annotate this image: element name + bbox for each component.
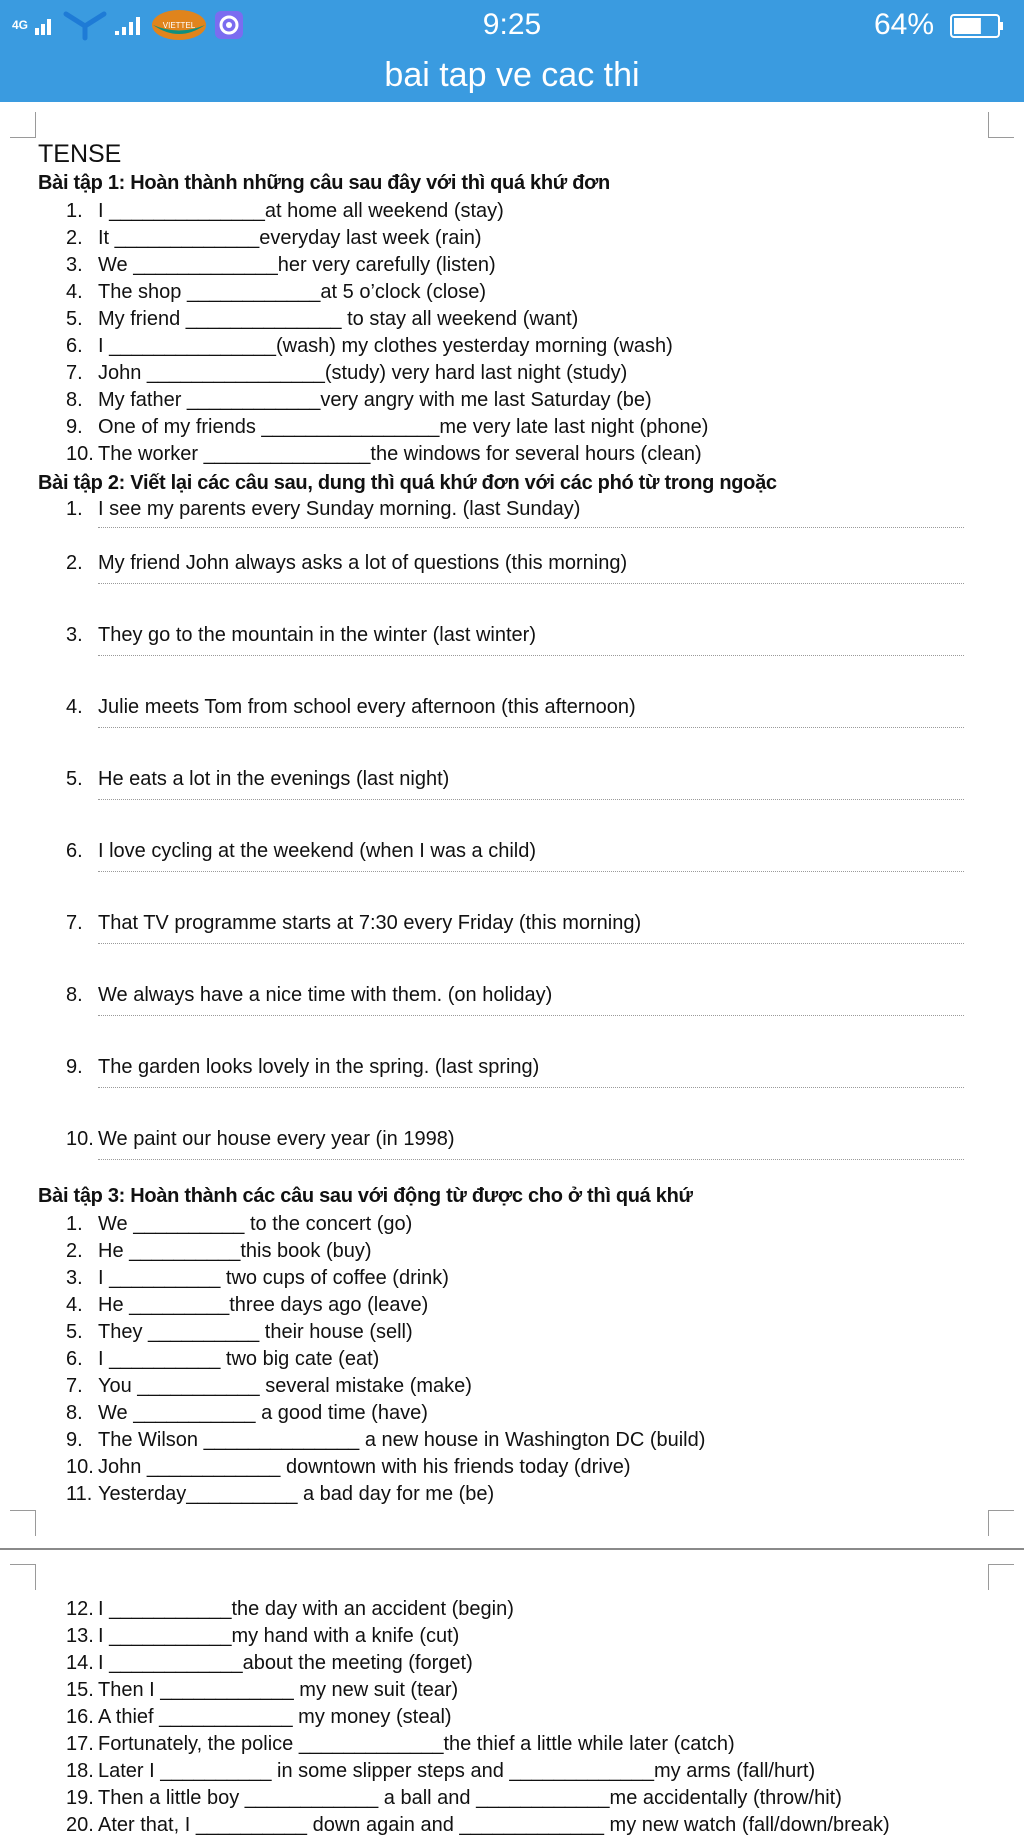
exercise-2-list bbox=[66, 498, 641, 1182]
list-item: 5. He eats a lot in the evenings (last night) bbox=[66, 768, 641, 840]
answer-line bbox=[98, 654, 964, 656]
page-divider bbox=[0, 1548, 1024, 1550]
list-item: 8. My father ____________very angry with me last Saturday (be) bbox=[66, 389, 652, 411]
answer-line bbox=[98, 726, 964, 728]
exercise-1-list bbox=[66, 198, 708, 468]
list-item: 17. Fortunately, the police _____________the thief a little while later (catch) bbox=[66, 1733, 735, 1755]
list-item: 4. The shop ____________at 5 o’clock (close) bbox=[66, 281, 487, 303]
list-item: 20. Ater that, I __________ down again and _____________ my new watch (fall/down/break) bbox=[66, 1814, 890, 1836]
list-item: 7. That TV programme starts at 7:30 every Friday (this morning) bbox=[66, 912, 641, 984]
list-item: 6. I __________ two big cate (eat) bbox=[66, 1348, 380, 1370]
battery-level-fill bbox=[954, 18, 981, 34]
answer-line bbox=[98, 526, 964, 528]
list-item: 6. I love cycling at the weekend (when I was a child) bbox=[66, 840, 641, 912]
document-title: TENSE bbox=[38, 140, 122, 168]
list-item: 11. Yesterday__________ a bad day for me (be) bbox=[66, 1483, 495, 1505]
exercise-3-list bbox=[66, 1211, 705, 1508]
exercise-2-heading: Bài tập 2: Viết lại các câu sau, dung thì quá khứ đơn với các phó từ trong ngoặc bbox=[38, 472, 777, 494]
answer-line bbox=[98, 1158, 964, 1160]
answer-line bbox=[98, 1014, 964, 1016]
list-item: 5. My friend ______________ to stay all weekend (want) bbox=[66, 308, 579, 330]
battery-percentage: 64% bbox=[873, 8, 934, 41]
list-item: 1. I ______________at home all weekend (stay) bbox=[66, 200, 504, 222]
list-item: 3. They go to the mountain in the winter (last winter) bbox=[66, 624, 641, 696]
list-item: 1. We __________ to the concert (go) bbox=[66, 1213, 413, 1235]
list-item: 3. I __________ two cups of coffee (drink) bbox=[66, 1267, 449, 1289]
list-item: 6. I _______________(wash) my clothes yesterday morning (wash) bbox=[66, 335, 673, 357]
answer-line bbox=[98, 942, 964, 944]
list-item: 9. One of my friends ________________me very late last night (phone) bbox=[66, 416, 709, 438]
page-corner-mark bbox=[10, 112, 36, 138]
list-item: 10. The worker _______________the windows for several hours (clean) bbox=[66, 443, 702, 465]
battery-icon bbox=[950, 14, 1004, 38]
page-corner-mark bbox=[10, 1510, 36, 1536]
clock: 9:25 bbox=[482, 8, 542, 41]
list-item: 4. Julie meets Tom from school every afternoon (this afternoon) bbox=[66, 696, 641, 768]
list-item: 9. The garden looks lovely in the spring. (last spring) bbox=[66, 1056, 641, 1128]
page-corner-mark bbox=[10, 1564, 36, 1590]
page-corner-mark bbox=[988, 1564, 1014, 1590]
svg-text:VIETTEL: VIETTEL bbox=[162, 21, 196, 30]
document-viewer[interactable] bbox=[0, 102, 1024, 1836]
list-item: 12. I ___________the day with an accident (begin) bbox=[66, 1598, 514, 1620]
list-item: 8. We always have a nice time with them. (on holiday) bbox=[66, 984, 641, 1056]
exercise-1-heading: Bài tập 1: Hoàn thành những câu sau đây với thì quá khứ đơn bbox=[38, 172, 610, 194]
answer-line bbox=[98, 1086, 964, 1088]
list-item: 4. He _________three days ago (leave) bbox=[66, 1294, 429, 1316]
list-item: 19. Then a little boy ____________ a ball and ____________me accidentally (throw/hit) bbox=[66, 1787, 842, 1809]
list-item: 14. I ____________about the meeting (forget) bbox=[66, 1652, 473, 1674]
list-item: 2. He __________this book (buy) bbox=[66, 1240, 372, 1262]
answer-line bbox=[98, 582, 964, 584]
answer-line bbox=[98, 798, 964, 800]
list-item: 2. It _____________everyday last week (rain) bbox=[66, 227, 482, 249]
list-item: 10. John ____________ downtown with his friends today (drive) bbox=[66, 1456, 631, 1478]
page-corner-mark bbox=[988, 112, 1014, 138]
list-item: 7. You ___________ several mistake (make) bbox=[66, 1375, 472, 1397]
list-item: 16. A thief ____________ my money (steal) bbox=[66, 1706, 452, 1728]
list-item: 13. I ___________my hand with a knife (cut) bbox=[66, 1625, 460, 1647]
list-item: 7. John ________________(study) very hard last night (study) bbox=[66, 362, 628, 384]
list-item: 8. We ___________ a good time (have) bbox=[66, 1402, 428, 1424]
answer-line bbox=[98, 870, 964, 872]
status-bar bbox=[0, 0, 1024, 48]
list-item: 2. My friend John always asks a lot of questions (this morning) bbox=[66, 552, 641, 624]
list-item: 5. They __________ their house (sell) bbox=[66, 1321, 413, 1343]
list-item: 15. Then I ____________ my new suit (tear) bbox=[66, 1679, 459, 1701]
network-type: 4G bbox=[12, 18, 29, 32]
exercise-3-list-continued bbox=[66, 1596, 890, 1839]
list-item: 18. Later I __________ in some slipper steps and _____________my arms (fall/hurt) bbox=[66, 1760, 816, 1782]
list-item: 3. We _____________her very carefully (listen) bbox=[66, 254, 496, 276]
page-corner-mark bbox=[988, 1510, 1014, 1536]
list-item: 9. The Wilson ______________ a new house in Washington DC (build) bbox=[66, 1429, 706, 1451]
document-title-bar: bai tap ve cac thi bbox=[0, 48, 1024, 102]
list-item: 10. We paint our house every year (in 1998) bbox=[66, 1128, 641, 1182]
exercise-3-heading: Bài tập 3: Hoàn thành các câu sau với động từ được cho ở thì quá khứ bbox=[38, 1185, 693, 1207]
list-item: 1. I see my parents every Sunday morning. (last Sunday) bbox=[66, 498, 641, 552]
